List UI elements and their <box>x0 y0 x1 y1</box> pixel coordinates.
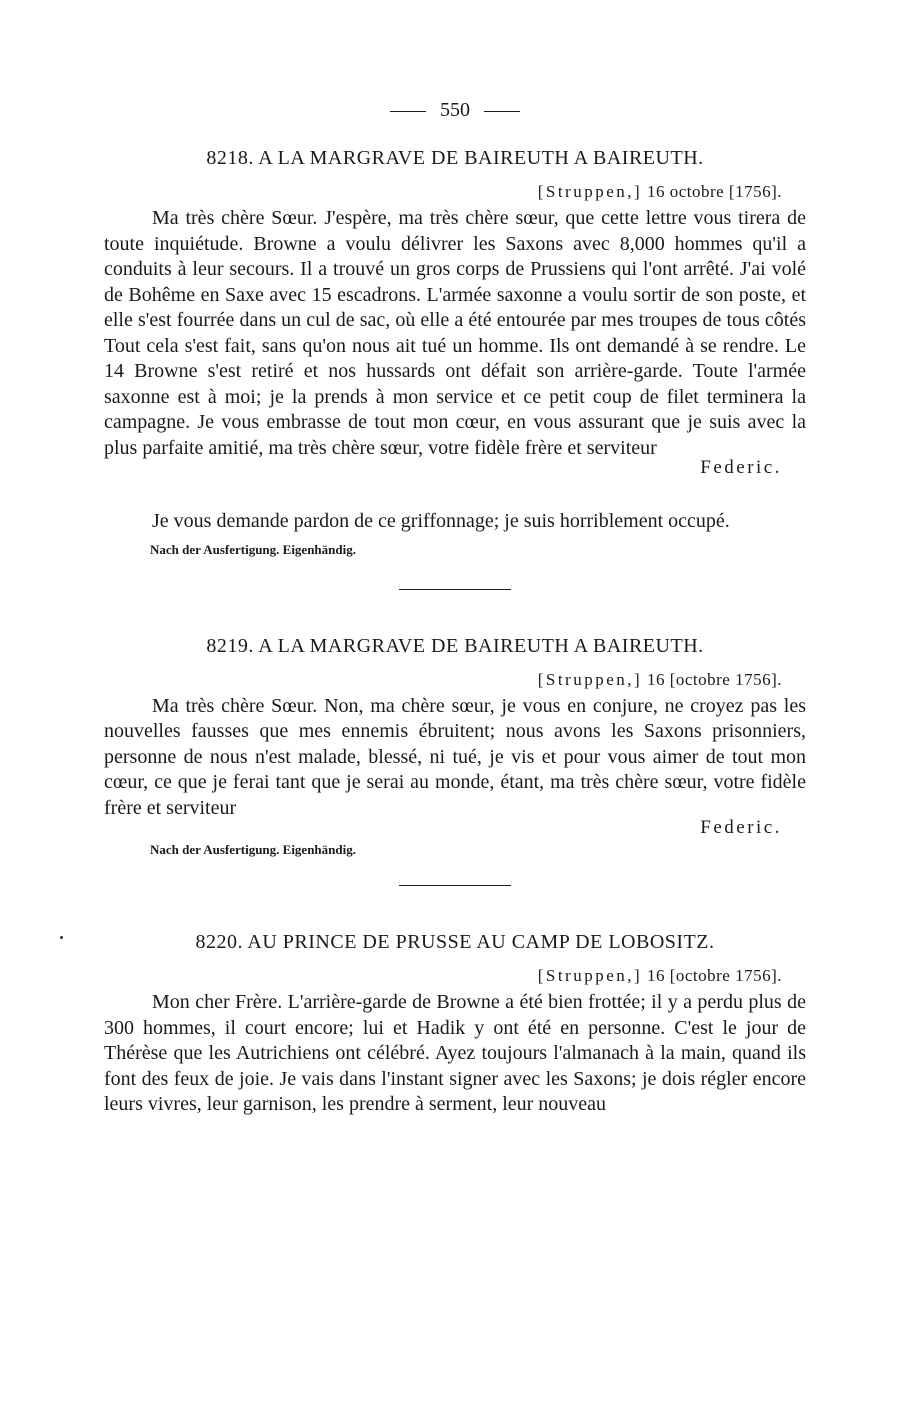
letter-postscript: Je vous demande pardon de ce griffonnage; je suis horriblement occupé. <box>152 510 730 532</box>
dateline-date: 16 octobre [1756]. <box>646 182 782 201</box>
letter-text: Mon cher Frère. L'arrière-garde de Browne a été bien frottée; il y a perdu plus de 300 hommes, il court encore; lui et Hadik y ont été en personne. C'est le jour de Thérèse que les Autrichiens ont célébré. Ayez toujours l'almanach à la main, quand ils font des feux de joie. Je vais dans l'instant signer avec les Saxons; je dois régler encore leurs vivres, leur garnison, les prendre à serment, leur nouveau <box>104 991 806 1115</box>
letter-signature: Federic. <box>700 457 782 478</box>
letter-body <box>104 694 806 822</box>
letter-dateline <box>104 964 806 988</box>
letter-heading: 8219. A LA MARGRAVE DE BAIREUTH A BAIREUTH. <box>206 634 704 657</box>
letter-source: Nach der Ausfertigung. Eigenhändig. <box>150 842 356 857</box>
dash-right <box>484 111 520 112</box>
stray-mark <box>60 936 63 939</box>
letter-text: Ma très chère Sœur. Non, ma chère sœur, je vous en conjure, ne croyez pas les nouvelles fausses que mes ennemis ébruitent; nous avons les Saxons prisonniers, personne de nous n'est malade, blessé, ni tué, je vis et pour vous aimer de tout mon cœur, ce que je ferai tant que je serai au monde, étant, ma très chère sœur, votre fidèle frère et serviteur <box>104 694 806 819</box>
document-page <box>104 96 806 1118</box>
letter-body <box>104 206 806 461</box>
page-number-line <box>104 96 806 124</box>
page-number: 550 <box>440 99 470 121</box>
section-rule <box>399 885 511 886</box>
letter-heading: 8220. AU PRINCE DE PRUSSE AU CAMP DE LOBOSITZ. <box>195 931 715 953</box>
dateline-place: [Struppen,] <box>537 182 643 201</box>
dateline-place: [Struppen,] <box>537 669 643 689</box>
letter-body <box>104 990 806 1118</box>
dateline-place: [Struppen,] <box>537 966 643 985</box>
letter-source: Nach der Ausfertigung. Eigenhändig. <box>150 541 356 557</box>
letter-heading: 8218. A LA MARGRAVE DE BAIREUTH A BAIREUTH. <box>206 147 704 169</box>
letter-signature: Federic. <box>700 817 782 838</box>
dash-left <box>390 111 426 112</box>
dateline-date: 16 [octobre 1756]. <box>646 966 782 985</box>
dateline-date: 16 [octobre 1756]. <box>646 669 782 689</box>
section-rule <box>399 589 511 590</box>
letter-dateline <box>104 668 806 692</box>
letter-dateline <box>104 180 806 204</box>
letter-text: Ma très chère Sœur. J'espère, ma très chère sœur, que cette lettre vous tirera de toute inquiétude. Browne a voulu délivrer les Saxons avec 8,000 hommes qu'il a conduits à leur secours. Il a trouvé un gros corps de Prussiens qui l'ont arrêté. J'ai volé de Bohême en Saxe avec 15 escadrons. L'armée saxonne a voulu sortir de son poste, et elle s'est fourrée dans un cul de sac, où elle a été entourée par mes troupes de tous côtés Tout cela s'est fait, sans qu'on nous ait tué un homme. Ils ont demandé à se rendre. Le 14 Browne s'est retiré et nos hussards ont défait son arrière-garde. Toute l'armée saxonne est à moi; je la prends à mon service et ce petit coup de filet terminera la campagne. Je vous embrasse de tout mon cœur, en vous assurant que je suis avec la plus parfaite amitié, ma très chère sœur, votre fidèle frère et serviteur <box>104 207 806 459</box>
